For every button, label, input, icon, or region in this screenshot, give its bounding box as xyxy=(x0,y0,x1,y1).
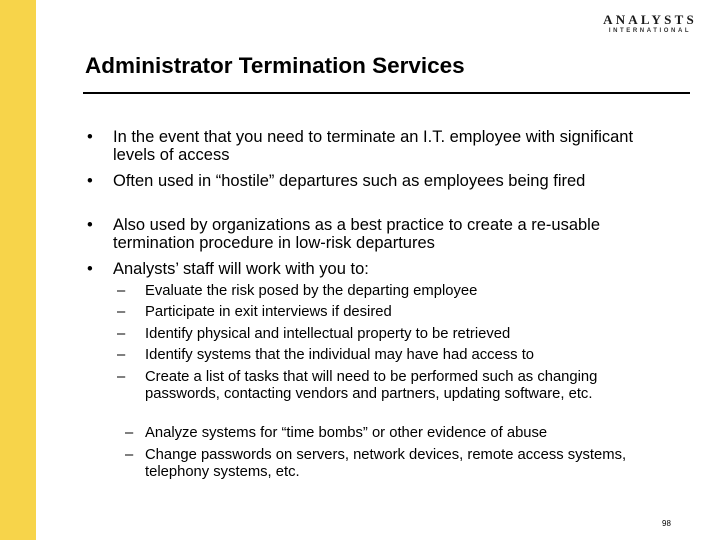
analysts-logo xyxy=(594,13,706,35)
subbullet-text: Create a list of tasks that will need to be performed such as changing passwords, contacting vendors and partners, updating software, etc. xyxy=(145,369,598,402)
subbullet-text: Participate in exit interviews if desired xyxy=(145,304,392,320)
bullet-item xyxy=(87,216,673,252)
bullet-item xyxy=(87,260,673,278)
dash-marker: – xyxy=(125,447,134,463)
page-number: 98 xyxy=(662,519,671,528)
subbullet-item xyxy=(117,369,675,403)
dash-marker: – xyxy=(117,326,126,342)
subbullet-item xyxy=(117,304,675,321)
subbullet-item xyxy=(117,347,675,364)
subbullet-item xyxy=(117,326,675,343)
bullet-dot: • xyxy=(87,172,93,190)
subbullet-item xyxy=(117,283,675,300)
logo-subtitle: INTERNATIONAL xyxy=(608,28,692,34)
bullet-text: In the event that you need to terminate an I.T. employee with significant levels of access xyxy=(113,128,634,164)
bullet-dot: • xyxy=(87,128,93,146)
bullet-item xyxy=(87,128,673,164)
subbullet-text: Evaluate the risk posed by the departing employee xyxy=(145,283,478,299)
dash-marker: – xyxy=(117,283,126,299)
subbullet-item xyxy=(125,447,675,481)
logo-name: ANALYSTS xyxy=(603,12,697,27)
bullet-text: Also used by organizations as a best practice to create a re-usable termination procedure in low-risk departures xyxy=(113,216,601,252)
slide-title: Administrator Termination Services xyxy=(85,53,465,78)
bullet-dot: • xyxy=(87,216,93,234)
dash-marker: – xyxy=(125,425,134,441)
left-accent-bar xyxy=(0,0,36,540)
title-divider xyxy=(83,92,690,94)
bullet-text: Often used in “hostile” departures such as employees being fired xyxy=(113,172,586,190)
dash-marker: – xyxy=(117,304,126,320)
subbullet-text: Identify physical and intellectual property to be retrieved xyxy=(145,326,511,342)
subbullet-text: Identify systems that the individual may have had access to xyxy=(145,347,535,363)
subbullet-text: Analyze systems for “time bombs” or other evidence of abuse xyxy=(145,425,548,441)
bullet-text: Analysts’ staff will work with you to: xyxy=(113,260,369,278)
subbullet-text: Change passwords on servers, network devices, remote access systems, telephony systems, etc. xyxy=(145,447,627,480)
bullet-dot: • xyxy=(87,260,93,278)
dash-marker: – xyxy=(117,369,126,385)
subbullet-item xyxy=(125,425,675,442)
bullet-item xyxy=(87,172,673,190)
dash-marker: – xyxy=(117,347,126,363)
